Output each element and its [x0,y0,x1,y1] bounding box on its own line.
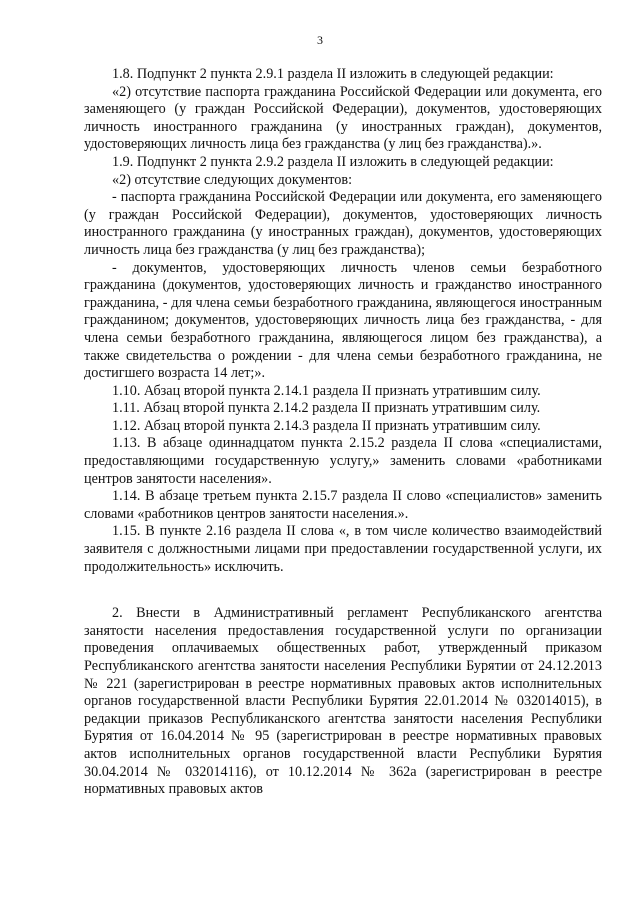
paragraph: 1.9. Подпункт 2 пункта 2.9.2 раздела II изложить в следующей редакции: [112,153,554,170]
document-body [84,66,602,799]
paragraph: 1.8. Подпункт 2 пункта 2.9.1 раздела II изложить в следующей редакции: [112,66,554,82]
paragraph: «2) отсутствие паспорта гражданина Российской Федерации или документа, его заменяющего (у граждан Российской Федерации), документов, удостоверяющих личность иностранного гражданина (у иностранных граждан), документов, удостоверяющих личность лица без гражданства (у лиц без гражданства).». [84,83,602,153]
paragraph: 1.10. Абзац второй пункта 2.14.1 раздела II признать утратившим силу. [112,382,541,399]
page-number: 3 [317,33,323,47]
paragraph: 2. Внести в Административный регламент Республиканского агентства занятости населения предоставления государственной услуги по организации проведения оплачиваемых общественных работ, утвержденный приказом Республиканского агентства занятости населения Республики Бурятии от 24.12.2013 № 221 (зарегистрирован в реестре нормативных правовых актов исполнительных органов государственной власти Республики Бурятия 22.01.2014 № 032014015), в редакции приказов Республиканского агентства занятости населения Республики Бурятия от 16.04.2014 № 95 (зарегистрирован в реестре нормативных правовых актов исполнительных органов государственной власти Республики Бурятия 30.04.2014 № 032014116), от 10.12.2014 № 362а (зарегистрирован в реестре нормативных правовых актов [84,605,602,798]
paragraph: - документов, удостоверяющих личность членов семьи безработного гражданина (документов, удостоверяющих личность и гражданство иностранного гражданина, - для члена семьи безработного гражданина, являющегося иностранным гражданином; документов, удостоверяющих личность лица без гражданства, - для члена семьи безработного гражданина, являющегося лицом без гражданства), а также свидетельства о рождении - для члена семьи безработного гражданина, не достигшего возраста 14 лет;». [84,259,602,382]
paragraph: - паспорта гражданина Российской Федерации или документа, его заменяющего (у граждан Российской Федерации), документов, удостоверяющих личность иностранного гражданина (у иностранных граждан), документов, удостоверяющих личность лица без гражданства (у лиц без гражданства); [84,189,602,258]
paragraph: 1.11. Абзац второй пункта 2.14.2 раздела II признать утратившим силу. [112,400,541,417]
paragraph: 1.15. В пункте 2.16 раздела II слова «, в том числе количество взаимодействий заявителя с должностными лицами при предоставлении государственной услуги, их продолжительность» исключить. [84,523,602,575]
paragraph: «2) отсутствие следующих документов: [112,171,353,188]
paragraph: 1.12. Абзац второй пункта 2.14.3 раздела II признать утратившим силу. [112,417,541,434]
paragraph: 1.13. В абзаце одиннадцатом пункта 2.15.2 раздела II слова «специалистами, предоставляющими государственную услугу,» заменить словами «работниками центров занятости населения». [84,435,602,487]
paragraph: 1.14. В абзаце третьем пункта 2.15.7 раздела II слово «специалистов» заменить словами «работников центров занятости населения.». [84,488,602,522]
